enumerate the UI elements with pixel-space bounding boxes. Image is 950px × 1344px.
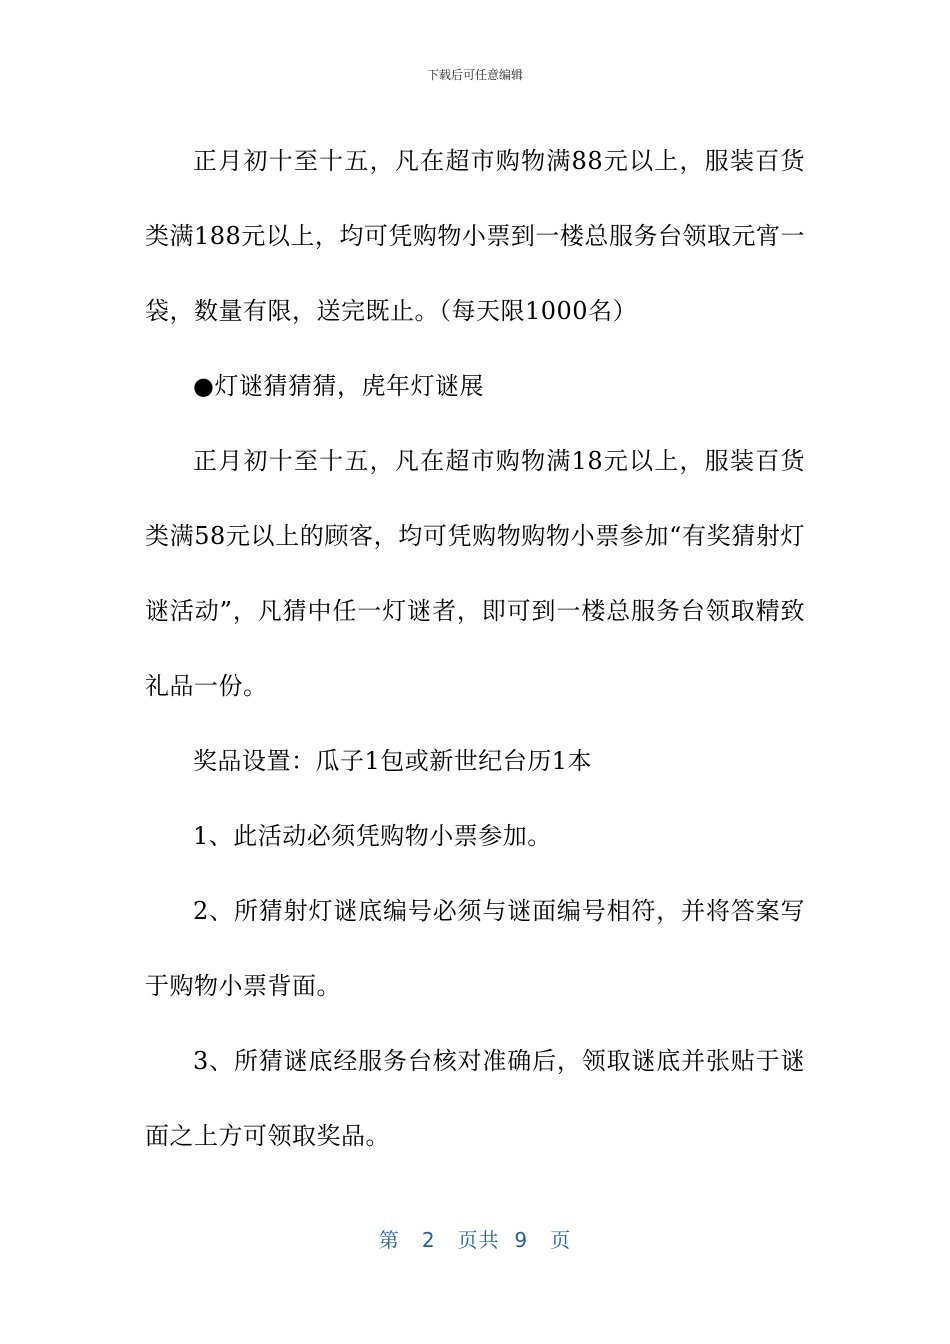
footer-middle: 页共 bbox=[457, 1228, 500, 1252]
footer-current-page: 2 bbox=[421, 1228, 436, 1252]
page-header: 下载后可任意编辑 bbox=[426, 68, 523, 82]
rule-item-3: 3、所猜谜底经服务台核对准确后，领取谜底并张贴于谜面之上方可领取奖品。 bbox=[145, 1047, 805, 1150]
footer-suffix: 页 bbox=[550, 1228, 572, 1252]
rule-item-2: 2、所猜射灯谜底编号必须与谜面编号相符，并将答案写于购物小票背面。 bbox=[145, 897, 805, 1000]
rule-item-1: 1、此活动必须凭购物小票参加。 bbox=[193, 822, 552, 850]
section-heading-riddles: ●灯谜猜猜猜，虎年灯谜展 bbox=[193, 372, 484, 400]
footer-prefix: 第 bbox=[378, 1228, 400, 1252]
page-footer bbox=[0, 1224, 950, 1253]
footer-total-pages: 9 bbox=[514, 1228, 529, 1252]
paragraph-riddle-event: 正月初十至十五，凡在超市购物满18元以上，服装百货类满58元以上的顾客，均可凭购物购物小票参加“有奖猜射灯谜活动”，凡猜中任一灯谜者，即可到一楼总服务台领取精致礼品一份。 bbox=[145, 447, 805, 700]
paragraph-lantern-gift: 正月初十至十五，凡在超市购物满88元以上，服装百货类满188元以上，均可凭购物小票到一楼总服务台领取元宵一袋，数量有限，送完既止。（每天限1000名） bbox=[145, 147, 805, 325]
document-body bbox=[145, 124, 805, 1174]
paragraph-prize-settings: 奖品设置：瓜子1包或新世纪台历1本 bbox=[193, 747, 593, 775]
